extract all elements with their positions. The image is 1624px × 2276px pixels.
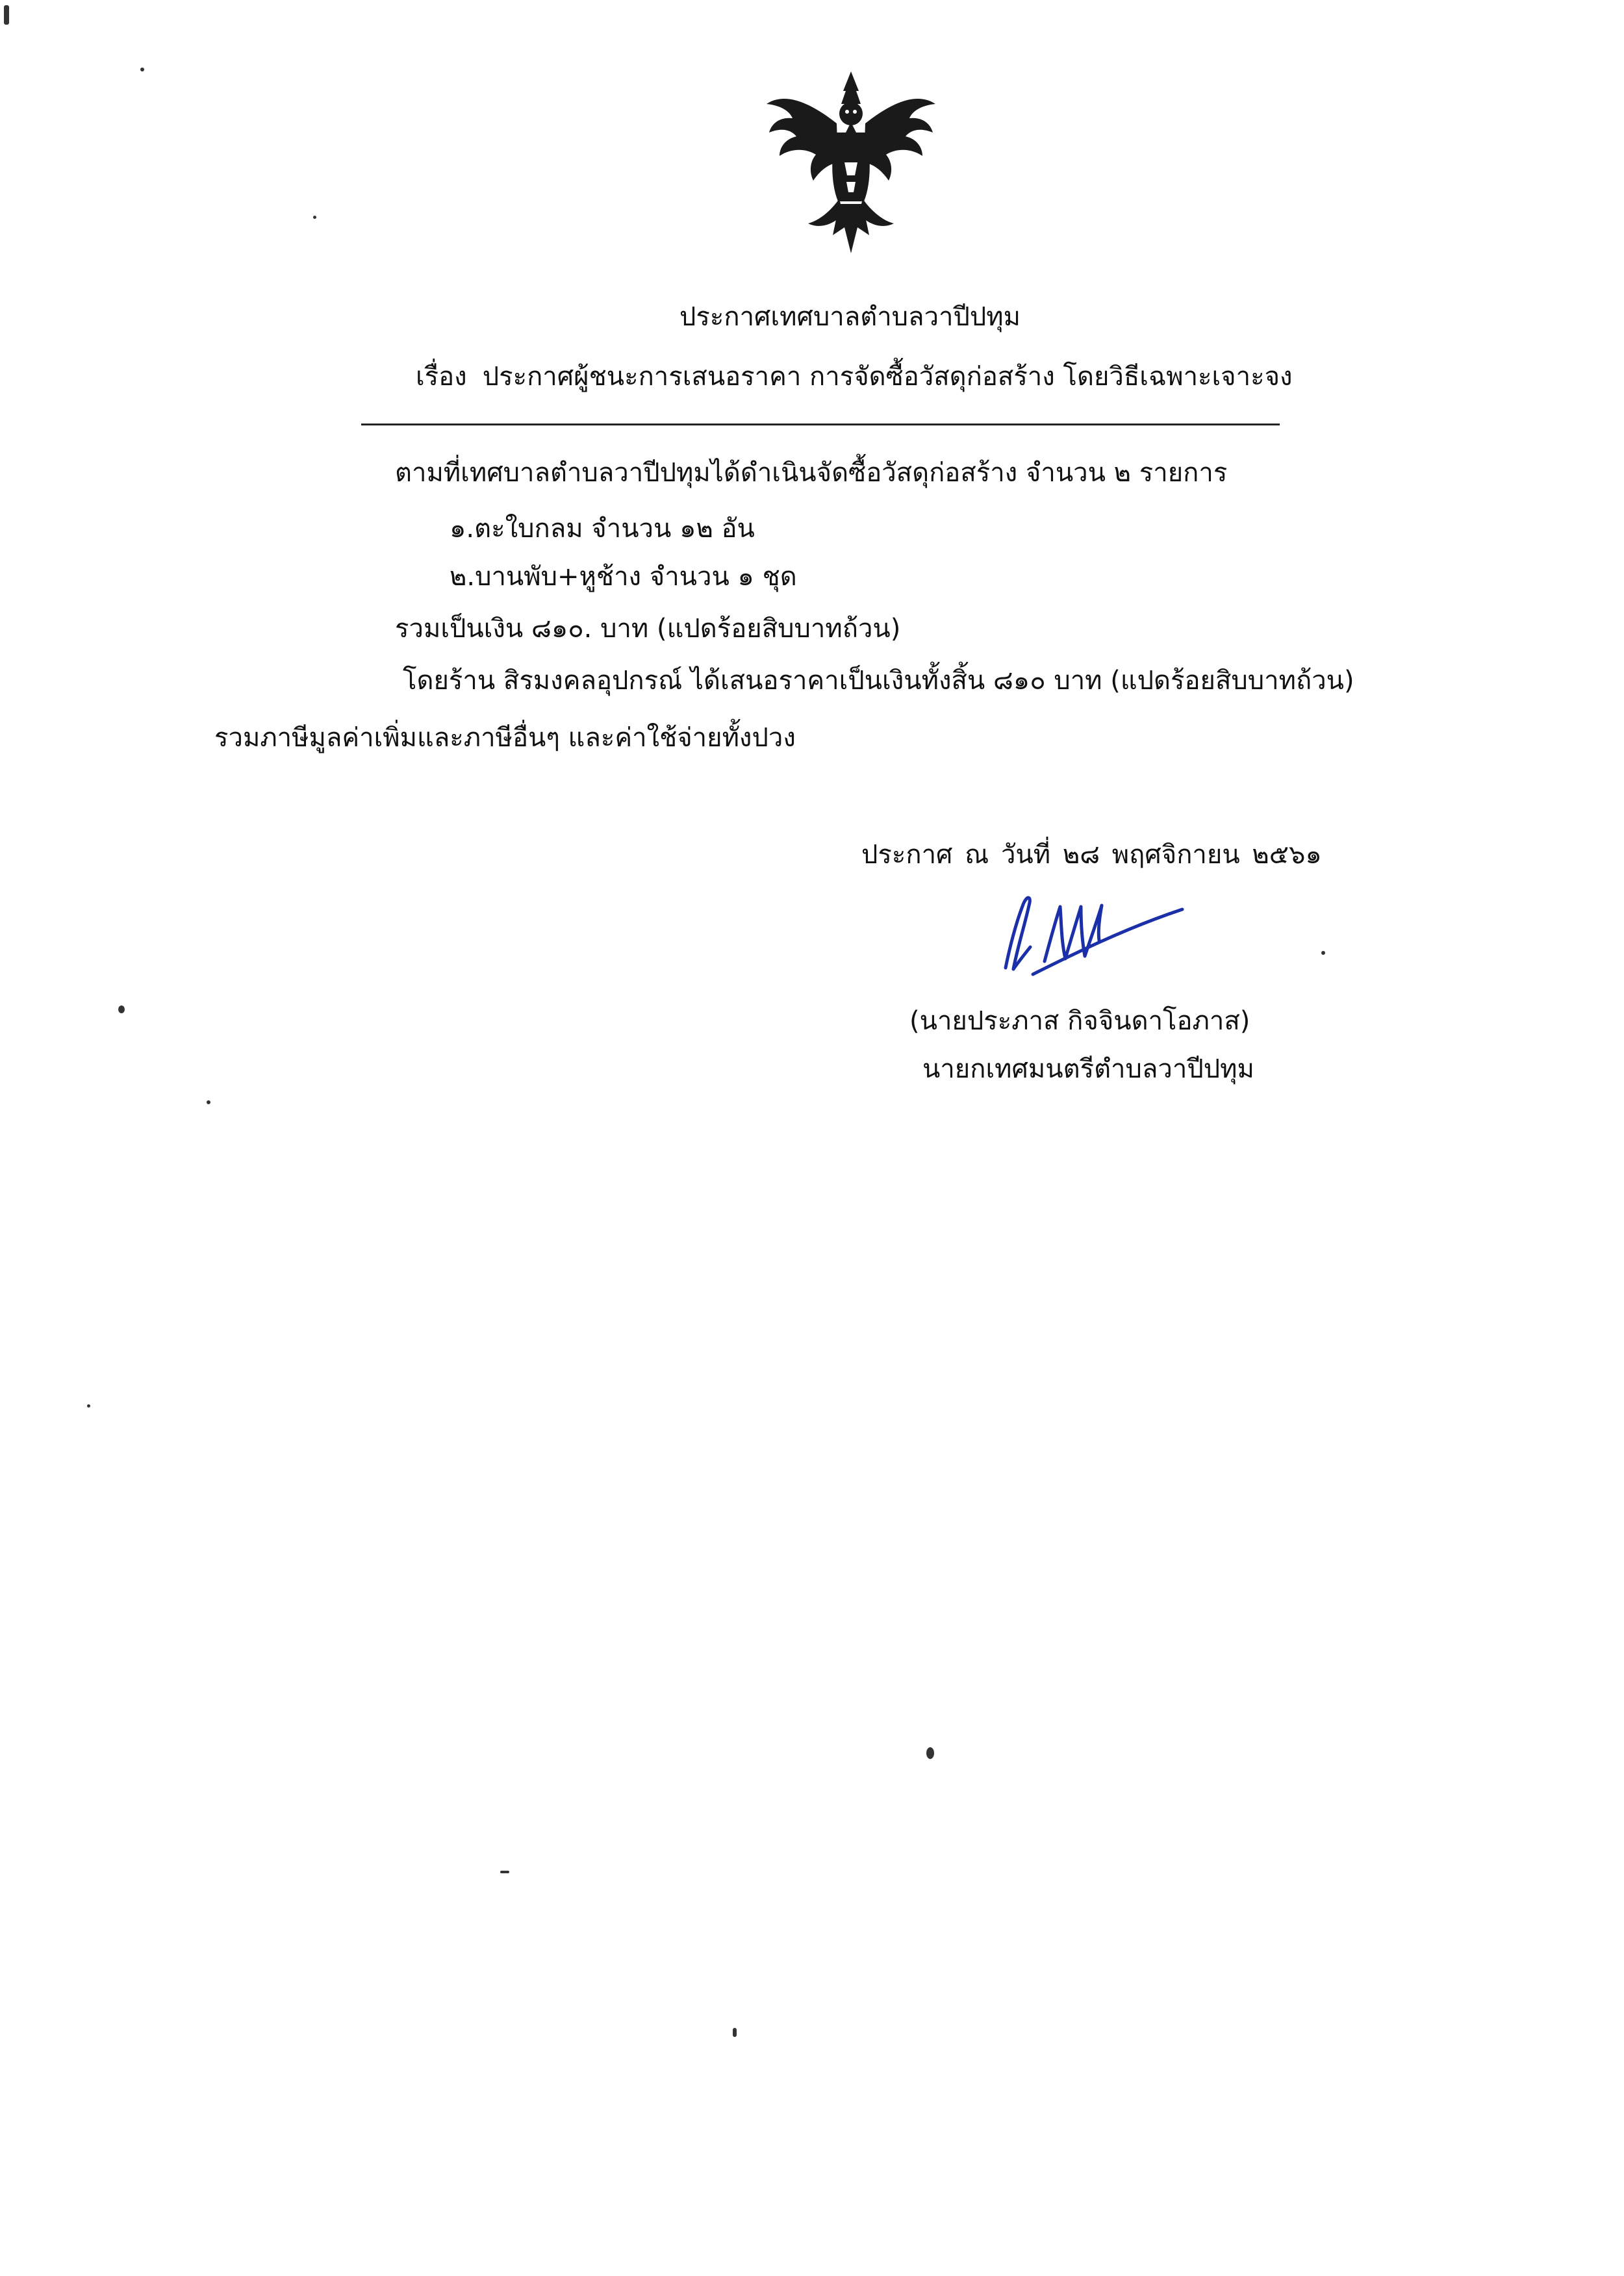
- announcement-title: ประกาศเทศบาลตำบลวาปีปทุม: [679, 302, 1021, 332]
- announcement-subject: [416, 359, 1293, 395]
- scan-speck: [1321, 951, 1325, 955]
- scan-speck: [207, 1100, 210, 1104]
- scan-speck: [926, 1747, 934, 1759]
- body-paragraph-winner: โดยร้าน สิรมงคลอุปกรณ์ ได้เสนอราคาเป็นเงินทั้งสิ้น ๘๑๐ บาท (แปดร้อยสิบบาทถ้วน): [403, 666, 1354, 696]
- signer-title: นายกเทศมนตรีตำบลวาปีปทุม: [922, 1054, 1254, 1084]
- announcement-date: ประกาศ ณ วันที่ ๒๘ พฤศจิกายน ๒๕๖๑: [861, 840, 1322, 870]
- header-divider: [361, 424, 1280, 425]
- signature-icon: [994, 877, 1189, 981]
- list-item: ๑.ตะใบกลม จำนวน ๑๒ อัน: [450, 514, 755, 544]
- scan-speck: [118, 1005, 125, 1013]
- scan-speck: [87, 1404, 90, 1408]
- scan-speck: [4, 5, 9, 25]
- garuda-emblem-icon: [754, 65, 948, 260]
- scan-speck: [733, 2028, 737, 2037]
- signer-name: (นายประภาส กิจจินดาโอภาส): [909, 1006, 1250, 1036]
- subject-label: เรื่อง: [416, 362, 467, 392]
- list-item: ๒.บานพับ+หูช้าง จำนวน ๑ ชุด: [450, 562, 797, 592]
- body-paragraph-intro: ตามที่เทศบาลตำบลวาปีปทุมได้ดำเนินจัดซื้อวัสดุก่อสร้าง จำนวน ๒ รายการ: [395, 458, 1228, 488]
- subject-text: ประกาศผู้ชนะการเสนอราคา การจัดซื้อวัสดุก่อสร้าง โดยวิธีเฉพาะเจาะจง: [482, 362, 1293, 392]
- scan-speck: [500, 1871, 509, 1873]
- scan-speck: [140, 68, 144, 71]
- scan-speck: [313, 216, 316, 219]
- total-amount: รวมเป็นเงิน ๘๑๐. บาท (แปดร้อยสิบบาทถ้วน): [395, 614, 901, 644]
- body-paragraph-tax: รวมภาษีมูลค่าเพิ่มและภาษีอื่นๆ และค่าใช้จ่ายทั้งปวง: [214, 723, 796, 753]
